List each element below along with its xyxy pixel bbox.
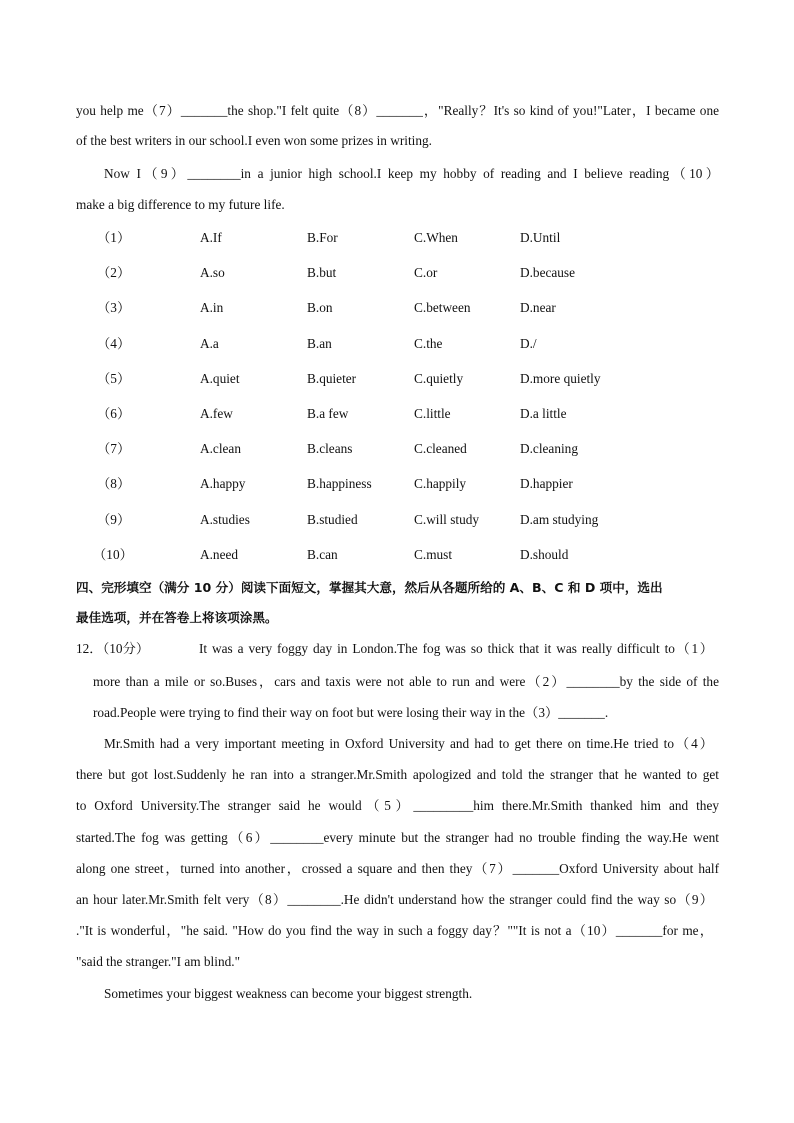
option-c: C.between: [414, 300, 471, 315]
option-b: B.cleans: [307, 441, 353, 456]
option-d: D.am studying: [520, 512, 599, 527]
option-d: D.a little: [520, 406, 567, 421]
option-d: D.because: [520, 265, 576, 280]
option-row: [97, 264, 717, 282]
option-row: [97, 299, 717, 317]
option-c: C.the: [414, 336, 443, 351]
option-number: （10）: [93, 547, 133, 562]
option-row: [97, 475, 717, 493]
option-row: [97, 511, 717, 529]
option-d: D.should: [520, 547, 569, 562]
option-a: A.few: [200, 406, 233, 421]
option-d: D./: [520, 336, 537, 351]
option-c: C.When: [414, 230, 458, 245]
option-a: A.quiet: [200, 371, 240, 386]
option-number: （7）: [97, 441, 131, 456]
option-a: A.so: [200, 265, 225, 280]
option-b: B.happiness: [307, 476, 372, 491]
option-a: A.clean: [200, 441, 241, 456]
option-row: [93, 546, 713, 564]
option-c: C.cleaned: [414, 441, 467, 456]
option-b: B.can: [307, 547, 338, 562]
option-a: A.in: [200, 300, 224, 315]
option-row: [97, 370, 717, 388]
option-number: （9）: [97, 512, 131, 527]
passage-line: started.The fog was getting（6）________every minute but the stranger had no trouble finding the way.He went: [76, 830, 719, 845]
option-c: C.little: [414, 406, 451, 421]
question-number: 12．（10分）: [76, 641, 150, 656]
option-c: C.will study: [414, 512, 480, 527]
section-heading: 四、完形填空（满分 10 分）阅读下面短文，掌握其大意，然后从各题所给的 A、B、C 和 D 项中，选出: [76, 580, 663, 595]
option-b: B.on: [307, 300, 333, 315]
passage-line: there but got lost.Suddenly he ran into a stranger.Mr.Smith apologized and told the stranger that he wanted to get: [76, 767, 719, 782]
option-b: B.a few: [307, 406, 349, 421]
option-b: B.quieter: [307, 371, 357, 386]
option-c: C.or: [414, 265, 438, 280]
option-row: [97, 405, 717, 423]
option-row: [97, 229, 717, 247]
option-a: A.a: [200, 336, 219, 351]
option-number: （5）: [97, 371, 131, 386]
option-b: B.but: [307, 265, 337, 280]
option-number: （1）: [97, 230, 131, 245]
option-d: D.near: [520, 300, 556, 315]
passage-line: road.People were trying to find their way on foot but were losing their way in the（3）_______.: [93, 705, 609, 720]
option-d: D.happier: [520, 476, 573, 491]
option-number: （2）: [97, 265, 131, 280]
option-row: [97, 440, 717, 458]
option-b: B.For: [307, 230, 338, 245]
option-number: （3）: [97, 300, 131, 315]
option-number: （8）: [97, 476, 131, 491]
option-c: C.must: [414, 547, 453, 562]
passage-line: of the best writers in our school.I even won some prizes in writing.: [76, 133, 432, 148]
section-heading: 最佳选项，并在答卷上将该项涂黑。: [76, 610, 278, 625]
option-a: A.happy: [200, 476, 246, 491]
option-number: （4）: [97, 336, 131, 351]
option-row: [97, 335, 717, 353]
passage-line: Now I（9）________in a junior high school.I keep my hobby of reading and I believe reading（10）: [104, 166, 719, 181]
option-a: A.studies: [200, 512, 250, 527]
passage-line: more than a mile or so.Buses，cars and taxis were not able to run and were（2）________by the side of the: [93, 674, 719, 689]
passage-line: make a big difference to my future life.: [76, 197, 285, 212]
option-b: B.studied: [307, 512, 358, 527]
passage-line: Mr.Smith had a very important meeting in Oxford University and had to get there on time.He tried to（4）: [104, 736, 713, 751]
option-a: A.If: [200, 230, 222, 245]
passage-line: to Oxford University.The stranger said he would（5）_________him there.Mr.Smith thanked him and they: [76, 798, 719, 813]
option-number: （6）: [97, 406, 131, 421]
option-c: C.happily: [414, 476, 467, 491]
passage-line: Sometimes your biggest weakness can become your biggest strength.: [104, 986, 473, 1001]
passage-line: an hour later.Mr.Smith felt very（8）________.He didn't understand how the stranger could find the way so（9）: [76, 892, 713, 907]
option-b: B.an: [307, 336, 332, 351]
option-a: A.need: [200, 547, 239, 562]
passage-line: It was a very foggy day in London.The fog was so thick that it was really difficult to（1）: [199, 641, 713, 656]
passage-line: along one street，turned into another，crossed a square and then they（7）_______Oxford University about half: [76, 861, 719, 876]
passage-line: ."It is wonderful，"he said. "How do you find the way in such a foggy day？""It is not a（10）_______for me，: [76, 923, 713, 938]
option-d: D.cleaning: [520, 441, 578, 456]
passage-line: you help me（7）_______the shop."I felt quite（8）_______，"Really？It's so kind of you!"Later，I became one: [76, 103, 719, 118]
passage-line: "said the stranger."I am blind.": [76, 954, 240, 969]
option-d: D.more quietly: [520, 371, 601, 386]
option-c: C.quietly: [414, 371, 464, 386]
option-d: D.Until: [520, 230, 561, 245]
